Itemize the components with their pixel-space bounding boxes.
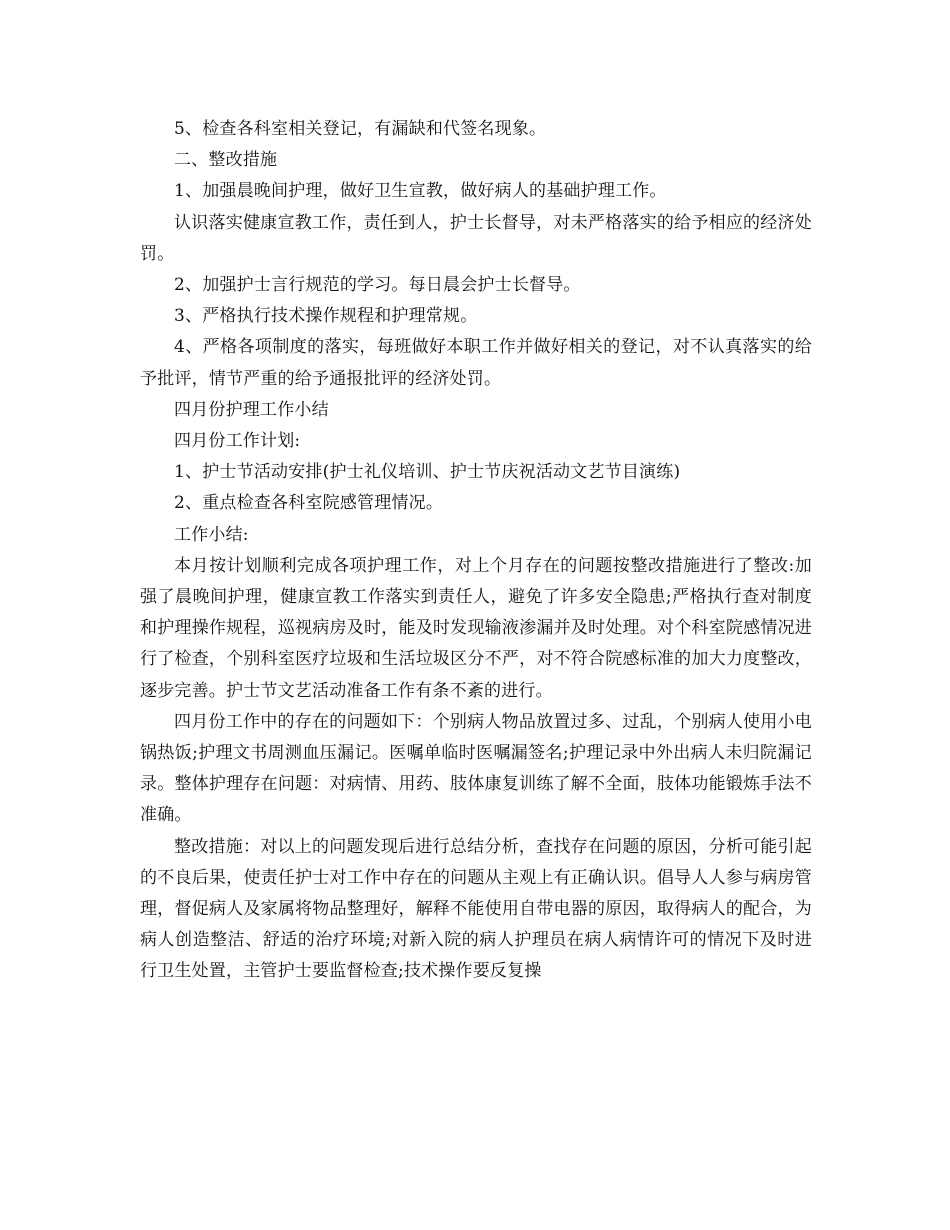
paragraph-technical-procedures: 3、严格执行技术操作规程和护理常规。 bbox=[174, 306, 478, 327]
paragraph-monthly-summary: 本月按计划顺利完成各项护理工作，对上个月存在的问题按整改措施进行了整改:加强了晨晚间护理，健康宣教工作落实到责任人，避免了许多安全隐患;严格执行查对制度和护理操作规程，巡视病房及时，能及时发现输液渗漏并及时处理。对个科室院感情况进行了检查，个别科室医疗垃圾和生活垃圾区分不严，对不符合院感标准的加大力度整改，逐步完善。护士节文艺活动准备工作有条不紊的进行。 bbox=[140, 555, 812, 701]
paragraph-health-education: 认识落实健康宣教工作，责任到人，护士长督导，对未严格落实的给予相应的经济处罚。 bbox=[140, 212, 812, 264]
paragraph-nurse-conduct: 2、加强护士言行规范的学习。每日晨会护士长督导。 bbox=[174, 275, 581, 296]
paragraph-system-implementation: 4、严格各项制度的落实，每班做好本职工作并做好相关的登记，对不认真落实的给予批评，情节严重的给予通报批评的经济处罚。 bbox=[140, 337, 812, 389]
paragraph-rectification-details: 整改措施：对以上的问题发现后进行总结分析，查找存在问题的原因，分析可能引起的不良后果，使责任护士对工作中存在的问题从主观上有正确认识。倡导人人参与病房管理，督促病人及家属将物品整理好，解释不能使用自带电器的原因，取得病人的配合，为病人创造整洁、舒适的治疗环境;对新入院的病人护理员在病人病情许可的情况下及时进行卫生处置，主管护士要监督检查;技术操作要反复操 bbox=[140, 836, 812, 982]
heading-rectification-measures: 二、整改措施 bbox=[174, 150, 278, 171]
heading-april-nursing-summary: 四月份护理工作小结 bbox=[174, 399, 329, 420]
document-body bbox=[140, 114, 812, 988]
heading-work-summary: 工作小结: bbox=[174, 524, 249, 545]
paragraph-infection-control-check: 2、重点检查各科室院感管理情况。 bbox=[174, 493, 444, 514]
heading-april-work-plan: 四月份工作计划: bbox=[174, 431, 301, 452]
paragraph-april-problems: 四月份工作中的存在的问题如下：个别病人物品放置过多、过乱，个别病人使用小电锅热饭;护理文书周测血压漏记。医嘱单临时医嘱漏签名;护理记录中外出病人未归院漏记录。整体护理存在问题：对病情、用药、肢体康复训练了解不全面，肢体功能锻炼手法不准确。 bbox=[140, 711, 812, 826]
paragraph-check-registration: 5、检查各科室相关登记，有漏缺和代签名现象。 bbox=[174, 119, 547, 139]
paragraph-morning-evening-care: 1、加强晨晚间护理，做好卫生宣教，做好病人的基础护理工作。 bbox=[174, 181, 667, 202]
paragraph-nurses-day-activities: 1、护士节活动安排(护士礼仪培训、护士节庆祝活动文艺节目演练) bbox=[174, 462, 681, 483]
